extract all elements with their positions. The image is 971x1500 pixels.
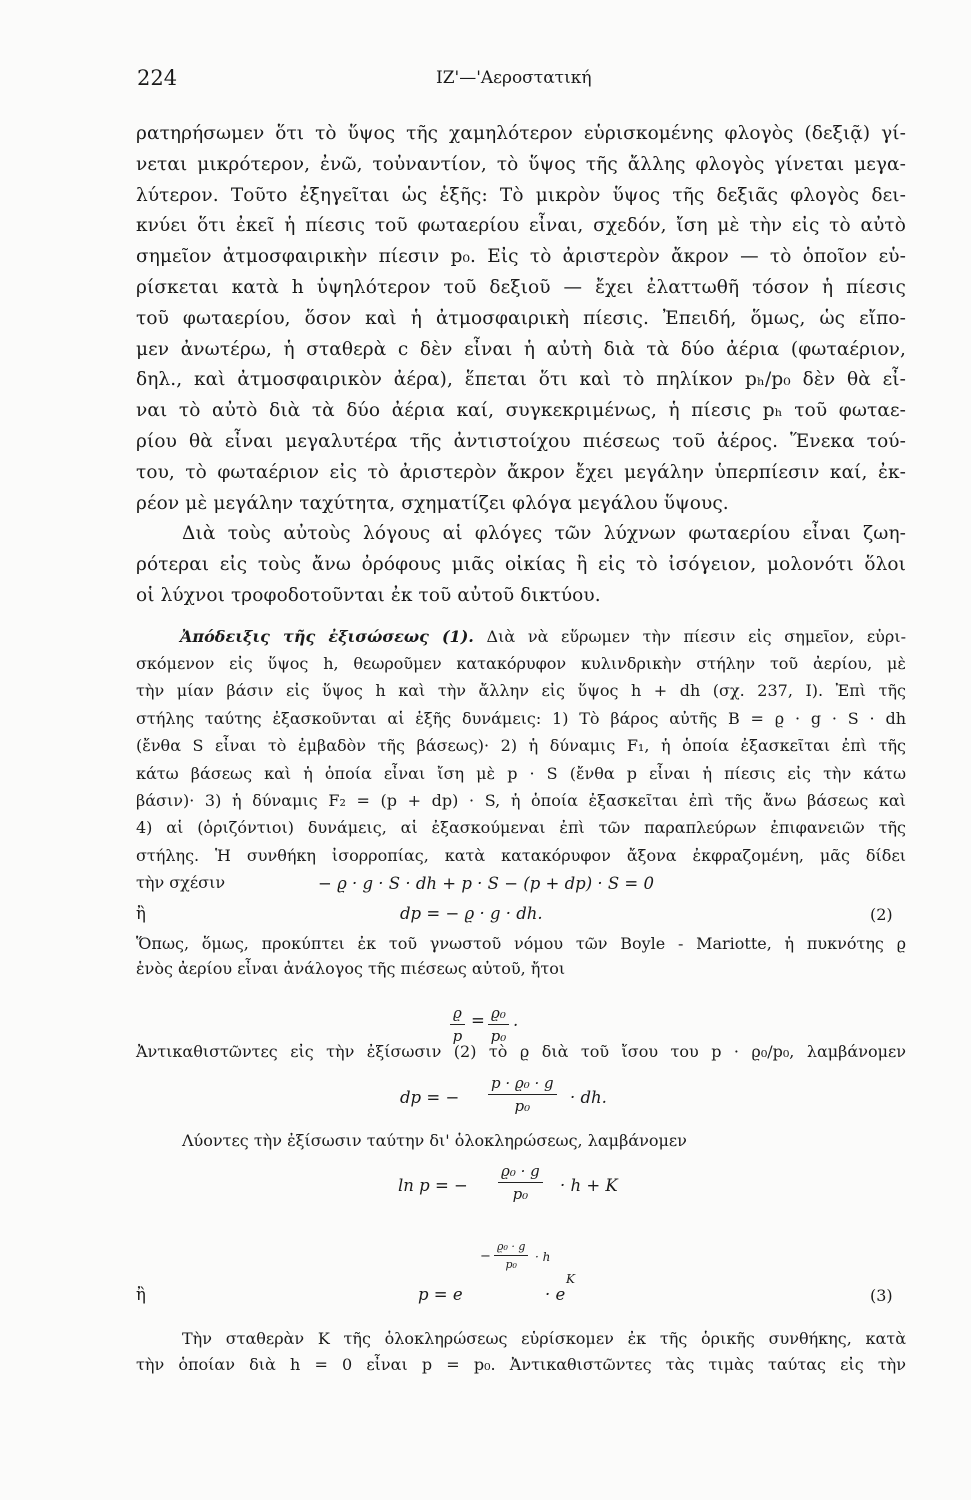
- fraction: [488, 1004, 509, 1045]
- text-line: Διὰ τοὺς αὐτοὺς λόγους αἱ φλόγες τῶν λύχνων φωταερίου εἶναι ζωη-: [182, 523, 906, 544]
- integration-line: Λύοντες τὴν ἐξίσωσιν ταύτην δι' ὁλοκληρώσεως, λαμβάνομεν: [182, 1131, 687, 1150]
- denominator: p₀: [514, 1097, 531, 1115]
- text-line: Τὴν σταθερὰν K τῆς ὁλοκληρώσεως εὑρίσκομεν ἐκ τῆς ὁρικῆς συνθήκης, κατὰ: [182, 1329, 906, 1348]
- ln-left: ln p = −: [398, 1176, 468, 1195]
- text-line: οἱ λύχνοι τροφοδοτοῦνται ἐκ τοῦ αὐτοῦ δικτύου.: [136, 584, 601, 606]
- text-line: λύτερον. Τοῦτο ἐξηγεῖται ὡς ἑξῆς: Τὸ μικρὸν ὕψος τῆς δεξιᾶς φλογὸς δει-: [136, 184, 906, 206]
- exponent-fraction: [494, 1240, 528, 1271]
- text-line: ἑνὸς ἀερίου εἶναι ἀνάλογος τῆς πιέσεως αὐτοῦ, ἤτοι: [136, 959, 566, 978]
- denominator: p₀: [505, 1258, 517, 1271]
- fraction: [498, 1162, 543, 1203]
- exp-right: · e: [545, 1285, 566, 1304]
- text-line: στήλης ταύτης ἐξασκοῦνται αἱ ἑξῆς δυνάμεις: 1) Τὸ βάρος αὐτῆς B = ϱ · g · S · dh: [136, 708, 906, 728]
- dp-right: · dh.: [570, 1088, 607, 1107]
- equation-2: dp = − ϱ · g · dh.: [400, 904, 543, 923]
- proof-first-line: [136, 629, 906, 645]
- numerator: ϱ: [450, 1004, 465, 1025]
- text-line: στήλης. Ἡ συνθήκη ἰσορροπίας, κατὰ κατακόρυφον ἄξονα ἐκφραζομένη, μᾶς δίδει: [136, 845, 906, 865]
- text-line: τὴν μίαν βάσιν εἰς ὕψος h καὶ τὴν ἄλλην εἰς ὕψος h + dh (σχ. 237, I). Ἐπὶ τῆς: [136, 681, 906, 701]
- text-line: νεται μικρότερον, ἐνῶ, τοὐναντίον, τὸ ὕψος τῆς ἄλλης φλογὸς γίνεται μεγα-: [136, 153, 906, 175]
- text-line: κνύει ὅτι ἐκεῖ ἡ πίεσις τοῦ φωταερίου εἶναι, σχεδόν, ἴση μὲ τὴν εἰς τὸ αὐτὸ: [136, 215, 906, 237]
- proof-heading: Ἀπόδειξις τῆς ἐξισώσεως (1).: [180, 627, 474, 646]
- text-line: του, τὸ φωταέριον εἰς τὸ ἀριστερὸν ἄκρον ἔχει μεγάλην ὑπερπίεσιν καί, ἐκ-: [136, 461, 906, 483]
- exp-k: K: [566, 1272, 575, 1286]
- text-line: κάτω βάσεως καὶ ἡ ὁποία εἶναι ἴση μὲ p · S (ἔνθα p εἶναι ἡ πίεσις εἰς τὴν κάτω: [136, 763, 906, 783]
- numerator: ϱ₀ · g: [494, 1240, 528, 1256]
- numerator: ϱ₀: [488, 1004, 509, 1025]
- equation-balance: − ϱ · g · S · dh + p · S − (p + dp) · S = 0: [318, 874, 654, 893]
- exp-minus: −: [480, 1249, 491, 1264]
- proof-first-line-text: Διὰ νὰ εὕρωμεν τὴν πίεσιν εἰς σημεῖον, εὑρι-: [486, 627, 906, 646]
- text-line: Ὅπως, ὅμως, προκύπτει ἐκ τοῦ γνωστοῦ νόμου τῶν Boyle - Mariotte, ἡ πυκνότης ϱ: [136, 934, 906, 953]
- text-line: ρίσκεται κατὰ h ὑψηλότερον τοῦ δεξιοῦ — ἔχει ἐλαττωθῆ τόσον ἡ πίεσις: [136, 277, 906, 298]
- numerator: p · ϱ₀ · g: [488, 1074, 557, 1095]
- exp-h: · h: [535, 1250, 551, 1264]
- denominator: p₀: [512, 1185, 529, 1203]
- exp-left: p = e: [418, 1285, 463, 1304]
- page-number: 224: [137, 66, 178, 90]
- text-line: (ἔνθα S εἶναι τὸ ἐμβαδὸν τῆς βάσεως)· 2) ἡ δύναμις F₁, ἡ ὁποία ἐξασκεῖται ἐπὶ τῆς: [136, 736, 906, 756]
- text-line: μεν ἀνωτέρω, ἡ σταθερὰ c δὲν εἶναι ἡ αὐτὴ διὰ τὰ δύο ἀέρια (φωταέριον,: [136, 338, 906, 360]
- equals-sign: =: [471, 1011, 485, 1030]
- text-line: τοῦ φωταερίου, ὅσον καὶ ἡ ἀτμοσφαιρικὴ πίεσις. Ἐπειδή, ὅμως, ὡς εἴπο-: [136, 307, 906, 329]
- fraction: [450, 1004, 465, 1045]
- text-line: τὴν σχέσιν: [136, 873, 226, 893]
- substitution-line: Ἀντικαθιστῶντες εἰς τὴν ἐξίσωσιν (2) τὸ ϱ διὰ τοῦ ἴσου του p · ϱ₀/p₀, λαμβάνομεν: [136, 1042, 906, 1061]
- denominator: p₀: [490, 1027, 507, 1045]
- text-line: ρότεραι εἰς τοὺς ἄνω ὀρόφους μιᾶς οἰκίας ἢ εἰς τὸ ἰσόγειον, μολονότι ὅλοι: [136, 553, 906, 575]
- period: .: [513, 1011, 519, 1030]
- text-line: τὴν ὁποίαν διὰ h = 0 εἶναι p = p₀. Ἀντικαθιστῶντες τὰς τιμὰς ταύτας εἰς τὴν: [136, 1355, 906, 1374]
- equation-2-number: (2): [870, 905, 893, 924]
- text-line: σκόμενον εἰς ὕψος h, θεωροῦμεν κατακόρυφον κυλινδρικὴν στήλην τοῦ ἀερίου, μὲ: [136, 654, 906, 673]
- text-line: 4) αἱ (ὁριζόντιοι) δυνάμεις, αἱ ἐξασκούμεναι ἐπὶ τῶν παραπλεύρων ἐπιφανειῶν τῆς: [136, 818, 906, 838]
- running-title: ΙΖ'—'Αεροστατική: [436, 68, 592, 88]
- equation-3-number: (3): [870, 1286, 893, 1305]
- fraction: [488, 1074, 557, 1115]
- text-line: ρέον μὲ μεγάλην ταχύτητα, σχηματίζει φλόγα μεγάλου ὕψους.: [136, 492, 729, 514]
- ln-right: · h + K: [560, 1176, 618, 1195]
- text-line: δηλ., καὶ ἀτμοσφαιρικὸν ἀέρα), ἕπεται ὅτι καὶ τὸ πηλίκον pₕ/p₀ δὲν θὰ εἶ-: [136, 369, 906, 391]
- or-word: ἢ: [136, 1285, 146, 1304]
- denominator: p: [452, 1027, 463, 1045]
- or-word: ἢ: [136, 904, 146, 923]
- dp-left: dp = −: [400, 1088, 460, 1107]
- text-line: βάσιν)· 3) ἡ δύναμις F₂ = (p + dp) · S, ἡ ὁποία ἐξασκεῖται ἐπὶ τῆς ἄνω βάσεως καὶ: [136, 791, 906, 810]
- text-line: ναι τὸ αὐτὸ διὰ τὰ δύο ἀέρια καί, συγκεκριμένως, ἡ πίεσις pₕ τοῦ φωταε-: [136, 400, 906, 422]
- text-line: σημεῖον ἀτμοσφαιρικὴν πίεσιν p₀. Εἰς τὸ ἀριστερὸν ἄκρον — τὸ ὁποῖον εὑ-: [136, 246, 906, 268]
- text-line: ρατηρήσωμεν ὅτι τὸ ὕψος τῆς χαμηλότερον εὑρισκομένης φλογὸς (δεξιᾷ) γί-: [136, 123, 906, 144]
- numerator: ϱ₀ · g: [498, 1162, 543, 1183]
- text-line: ρίου θὰ εἶναι μεγαλυτέρα τῆς ἀντιστοίχου πιέσεως τοῦ ἀέρος. Ἕνεκα τού-: [136, 431, 906, 452]
